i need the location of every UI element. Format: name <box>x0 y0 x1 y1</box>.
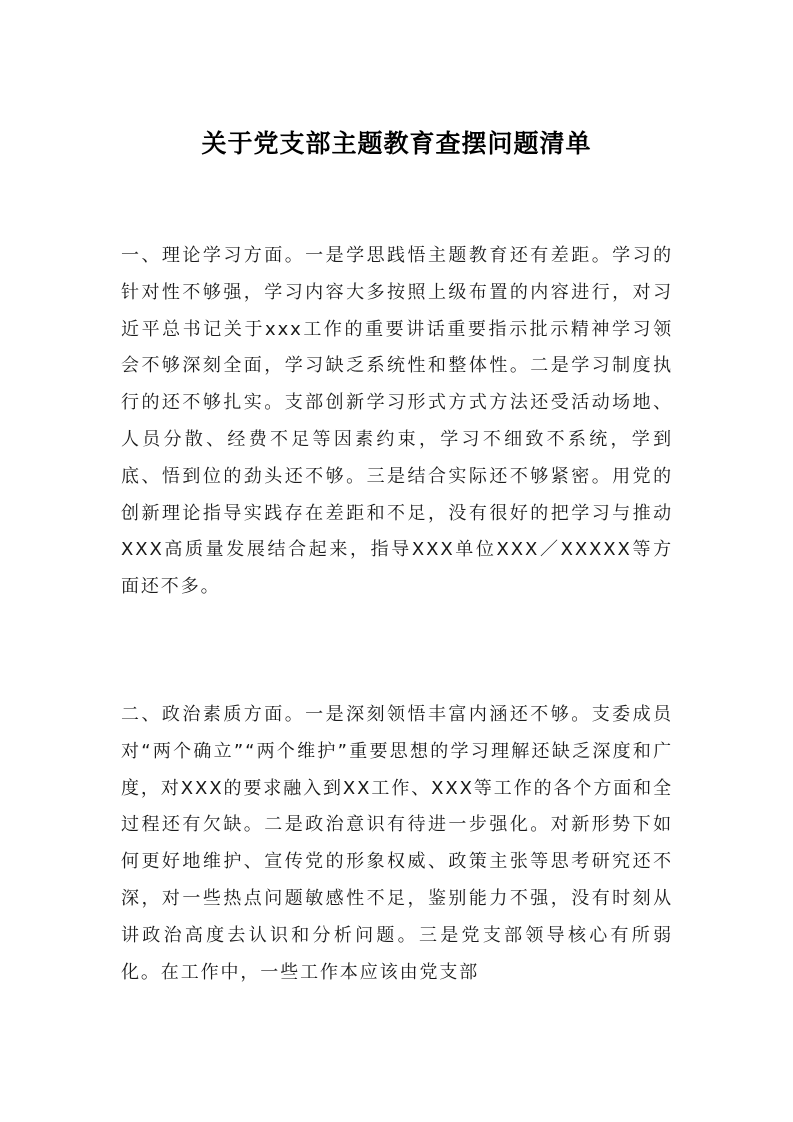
document-title: 关于党支部主题教育查摆问题清单 <box>201 129 592 158</box>
paragraph-political-quality: 二、政治素质方面。一是深刻领悟丰富内涵还不够。支委成员对“两个确立”“两个维护”重要思想的学习理解还缺乏深度和广度，对XXX的要求融入到XX工作、XXX等工作的各个方面和全过程还有欠缺。二是政治意识有待进一步强化。对新形势下如何更好地维护、宣传党的形象权威、政策主张等思考研究还不深，对一些热点问题敏感性不足，鉴别能力不强，没有时刻从讲政治高度去认识和分析问题。三是党支部领导核心有所弱化。在工作中，一些工作本应该由党支部 <box>121 704 673 983</box>
paragraph-theory-study: 一、理论学习方面。一是学思践悟主题教育还有差距。学习的针对性不够强，学习内容大多按照上级布置的内容进行，对习近平总书记关于xxx工作的重要讲话重要指示批示精神学习领会不够深刻全面，学习缺乏系统性和整体性。二是学习制度执行的还不够扎实。支部创新学习形式方式方法还受活动场地、人员分散、经费不足等因素约束，学习不细致不系统，学到底、悟到位的劲头还不够。三是结合实际还不够紧密。用党的创新理论指导实践存在差距和不足，没有很好的把学习与推动XXX高质量发展结合起来，指导XXX单位XXX／XXXXX等方面还不多。 <box>121 245 673 598</box>
